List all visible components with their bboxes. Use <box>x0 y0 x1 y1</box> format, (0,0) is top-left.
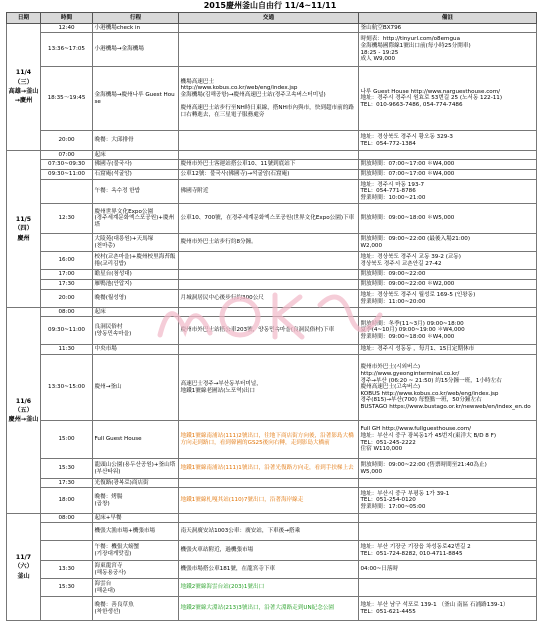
transport-cell: 機張市場搭公車181號，在龍宮寺下車 <box>179 561 359 579</box>
transport-text: 地鐵2號線海雲台站(203)1號出口 <box>180 584 265 591</box>
notes-cell: 地址：경상북도 경주시 교동 39-2 (교동) 경상북도 경주시 교촌안길 27-42 <box>359 252 537 270</box>
transport-cell: 慶州市外巴士站步行約8分鐘。 <box>179 234 359 252</box>
itinerary-cell: 晚餐：善良草魚 (착한생선) <box>93 597 179 621</box>
table-row <box>7 180 537 204</box>
itinerary-cell: 午餐：옥수정 한밥 <box>93 180 179 204</box>
transport-cell <box>179 597 359 621</box>
itinerary-cell: 海東龍宮寺 (해동용궁사) <box>93 561 179 579</box>
day-cell: 11/5（四） 慶州 <box>7 151 41 308</box>
transport-cell: 月城洞居民中心後步行約300公尺 <box>179 290 359 308</box>
table-row <box>7 24 537 33</box>
header-row <box>7 13 537 24</box>
itinerary-cell: 大陵苑(대릉원)+天馬塚 (천마총) <box>93 234 179 252</box>
transport-cell: 慶州市外巴士客運站搭公車10、11號到底站下 <box>179 160 359 170</box>
time-cell: 07:30~09:30 <box>41 160 93 170</box>
itinerary-cell: 起床+早餐 <box>93 514 179 523</box>
time-cell: 13:30~15:00 <box>41 355 93 421</box>
notes-cell <box>359 479 537 488</box>
transport-cell <box>179 459 359 479</box>
table-row <box>7 523 537 541</box>
notes-cell: 開放時間：冬季(11~3月) 09:00~18:00 夏季(4~10月) 09:00~19:00 ＊W4,000 營業時間：09:00~18:00 ＊W4,000 <box>359 317 537 345</box>
table-row <box>7 234 537 252</box>
transport-text: 地鐵1號線札嘎其站(110)7號出口，沿著海岸線走 <box>180 497 304 504</box>
notes-cell <box>359 523 537 541</box>
itinerary-cell: 雁鴨池(안압지) <box>93 280 179 290</box>
time-cell: 16:00 <box>41 252 93 270</box>
time-cell: 15:00 <box>41 421 93 459</box>
table-row <box>7 514 537 523</box>
table-row <box>7 355 537 421</box>
time-cell <box>41 234 93 252</box>
time-cell <box>41 180 93 204</box>
transport-cell <box>179 579 359 597</box>
transport-cell <box>179 151 359 160</box>
notes-cell: Full GH http://www.fullguesthouse.com/ 地址：부산시 중구 광복동1가 45번지(東洋大 B/D 8 F) TEL：051-245-2222 住宿 W110,000 <box>359 421 537 459</box>
table-row <box>7 561 537 579</box>
notes-cell <box>359 308 537 317</box>
notes-cell: 開放時間：09:00~18:00 ＊W5,000 <box>359 204 537 234</box>
transport-cell: 機場高速巴士 http://www.kobus.co.kr/web/eng/index.jsp 金海機場(김해공항)→慶州高速巴士站(경주고속버스터미널) 慶州高速巴士站步行至NH時日東線，搭NH市內與市，快到超市前的路口右轉進去，在三星電子服務處旁 <box>179 67 359 131</box>
time-cell: 17:00 <box>41 270 93 280</box>
transport-text: 地鐵2號線大淵站(213)3號出口，沿著大淵路走到UN紀念公園 <box>180 605 335 612</box>
transport-cell <box>179 479 359 488</box>
itinerary-cell: 光復路(광복로)商店街 <box>93 479 179 488</box>
table-row <box>7 170 537 180</box>
time-cell: 18:00 <box>41 488 93 514</box>
table-row <box>7 459 537 479</box>
table-row <box>7 597 537 621</box>
notes-cell: 地址：경주시 마동 193-7 TEL：054-771-8786 營業時間：10:00~21:00 <box>359 180 537 204</box>
itinerary-cell: 起床 <box>93 308 179 317</box>
day-cell: 11/6（五） 慶州→釜山 <box>7 308 41 514</box>
itinerary-cell: 良洞民俗村 (양동민속마을) <box>93 317 179 345</box>
itinerary-table <box>6 12 537 621</box>
transport-cell <box>179 488 359 514</box>
notes-cell: 地址：부산 남구 석포로 139-1 （釜山 南區 石浦路139-1） TEL：051-621-4455 <box>359 597 537 621</box>
itinerary-cell: 小港機場→金海機場 <box>93 33 179 67</box>
itinerary-cell: 晚餐：大邱排骨 <box>93 131 179 151</box>
notes-cell <box>359 579 537 597</box>
itinerary-cell: 小港機場check in <box>93 24 179 33</box>
notes-cell: 開放時間：09:00~22:00 ＊W2,000 <box>359 280 537 290</box>
notes-cell: 地址：경상북도 경주시 월성로 169-5 (인왕동) 營業時間：11:00~20:00 <box>359 290 537 308</box>
time-cell: 11:30 <box>41 345 93 355</box>
header-notes: 備註 <box>359 13 537 24</box>
transport-cell <box>179 421 359 459</box>
time-cell: 09:30~11:00 <box>41 170 93 180</box>
table-row <box>7 151 537 160</box>
notes-cell: 開放時間：09:00~22:00 <box>359 270 537 280</box>
transport-text: 地鐵1號線南浦站(111)1號出口，沿著光復路方向走，看到手扶梯上去 <box>180 465 354 472</box>
transport-cell <box>179 270 359 280</box>
transport-cell <box>179 345 359 355</box>
table-row <box>7 131 537 151</box>
table-row <box>7 280 537 290</box>
time-cell: 18:35～19:45 <box>41 67 93 131</box>
time-cell <box>41 597 93 621</box>
transport-cell: 南天洞廣安站1003公車：廣安站，下車後→搭乘 <box>179 523 359 541</box>
notes-cell: 04:00~日落時 <box>359 561 537 579</box>
table-row <box>7 421 537 459</box>
notes-cell <box>359 151 537 160</box>
table-row <box>7 345 537 355</box>
itinerary-cell: 晚餐：烤腸 (곱창) <box>93 488 179 514</box>
itinerary-cell: Full Guest House <box>93 421 179 459</box>
itinerary-cell: 午餐：機張大螃蟹 (기장대게맛집) <box>93 541 179 561</box>
time-cell <box>41 523 93 541</box>
time-cell: 20:00 <box>41 290 93 308</box>
notes-cell <box>359 514 537 523</box>
notes-cell: 地址：경주시 성동동 ，每月1、15日定期休市 <box>359 345 537 355</box>
table-row <box>7 317 537 345</box>
table-row <box>7 488 537 514</box>
time-cell <box>41 541 93 561</box>
day-cell: 11/7（六） 釜山 <box>7 514 41 621</box>
notes-cell: 釜山航空BX796 <box>359 24 537 33</box>
notes-cell: 開放時間：09:00~22:00 (最後入場21:00) W2,000 <box>359 234 537 252</box>
time-cell: 13:30 <box>41 561 93 579</box>
transport-cell <box>179 33 359 67</box>
time-cell: 12:40 <box>41 24 93 33</box>
table-row <box>7 67 537 131</box>
itinerary-cell: 金海機場→慶州나루 Guest House <box>93 67 179 131</box>
notes-cell: 開放時間：07:00~17:00 ＊W4,000 <box>359 160 537 170</box>
itinerary-cell: 中央市場 <box>93 345 179 355</box>
transport-cell: 公車10、700號，在경주세계문화엑스포공원(世界文化Expo公園)下車 <box>179 204 359 234</box>
time-cell: 08:00 <box>41 514 93 523</box>
itinerary-cell: 慶州世界文化Expo公園 (경주세계문화엑스포공원)+慶州塔 <box>93 204 179 234</box>
page-title: 2015慶州釜山自由行 11/4~11/11 <box>203 1 337 10</box>
itinerary-cell: 晚餐(월성영) <box>93 290 179 308</box>
table-row <box>7 308 537 317</box>
itinerary-cell: 海雲台 (해운대) <box>93 579 179 597</box>
transport-cell <box>179 24 359 33</box>
itinerary-cell: 佛國寺(불국사) <box>93 160 179 170</box>
table-row <box>7 579 537 597</box>
transport-cell: 機張火車站附近，過機張市場 <box>179 541 359 561</box>
itinerary-cell: 石窟庵(석굴암) <box>93 170 179 180</box>
transport-cell <box>179 131 359 151</box>
itinerary-cell: 慶州→釜山 <box>93 355 179 421</box>
transport-cell: 慶州市外巴士站搭公車203號，양동민속마을(良洞民俗村)下車 <box>179 317 359 345</box>
notes-cell: 慶州市外巴士(시외버스) http://www.gyeonginterminal.co.kr/ 경주→부산 (06:20 ~ 21:50) 約15分鐘一班，1小時左右 慶州高速巴士(고속버스) KOBUS http://www.kobus.co.kr/web/eng/index.jsp 경주(815)→부산(700) 每整點一班，50分鐘左右 BUSTAGO https://www.bustago.or.kr/newweb/en/index_en.do <box>359 355 537 421</box>
table-row <box>7 290 537 308</box>
day-cell: 11/4（三） 高雄→釜山 →慶州 <box>7 24 41 151</box>
time-cell: 09:30~11:00 <box>41 317 93 345</box>
table-row <box>7 204 537 234</box>
time-cell: 08:00 <box>41 308 93 317</box>
table-row <box>7 33 537 67</box>
time-cell: 17:30 <box>41 479 93 488</box>
itinerary-cell: 機張大漁市場+機張市場 <box>93 523 179 541</box>
itinerary-cell: 龍頭山公園(용두산공원)+釜山塔(부산타워) <box>93 459 179 479</box>
time-cell: 12:30 <box>41 204 93 234</box>
transport-cell: 佛國寺附近 <box>179 180 359 204</box>
itinerary-cell: 起床 <box>93 151 179 160</box>
notes-cell: 地址：경상북도 경주시 황오동 329-3 TEL：054-772-1384 <box>359 131 537 151</box>
notes-cell: 開放時間：07:00~17:00 ＊W4,000 <box>359 170 537 180</box>
time-cell: 07:00 <box>41 151 93 160</box>
time-cell: 17:30 <box>41 280 93 290</box>
header-time: 時間 <box>41 13 93 24</box>
notes-cell: 地址：부산 기장군 기장읍 차성동로42번길 2 TEL：051-724-8282, 010-4711-8845 <box>359 541 537 561</box>
notes-cell: 地址：부산시 중구 부평동 1가 39-1 TEL：051-254-0120 營業時間：17:00~05:00 <box>359 488 537 514</box>
transport-cell: 高速巴士경주→부산동부터미널， 地鐵1號線老圃站(노포역)出口 <box>179 355 359 421</box>
time-cell: 20:00 <box>41 131 93 151</box>
transport-cell <box>179 280 359 290</box>
transport-cell <box>179 252 359 270</box>
transport-text: 地鐵1號線南浦站(111)2號出口，往地下商店街方向後，沿著影島大橋方向走到路口，看到韓國的GS25後向右轉，走到影島大橋前 <box>180 432 354 446</box>
time-cell: 15:30 <box>41 459 93 479</box>
header-transport: 交通 <box>179 13 359 24</box>
time-cell: 13:36~17:05 <box>41 33 93 67</box>
notes-cell: 開放時間：09:00~22:00 (售票時間至21:40為止) W5,000 <box>359 459 537 479</box>
transport-cell <box>179 514 359 523</box>
notes-cell: 나루 Guest House http://www.narguesthouse.com/ 地址：경주시 경주시 원효로 53번길 25 (노서동 122-11) TEL：010-9663-7486, 054-774-7486 <box>359 67 537 131</box>
table-row <box>7 160 537 170</box>
itinerary-cell: 瞻星台(첨성대) <box>93 270 179 280</box>
header-itinerary: 行程 <box>93 13 179 24</box>
table-row <box>7 252 537 270</box>
table-row <box>7 270 537 280</box>
notes-cell: 時刻表：http://tinyurl.com/o8emgua 金海機場國際線1號出口前(每小時25分開車) 18:25 - 19:25 成人 W9,000 <box>359 33 537 67</box>
itinerary-cell: 校村(교촌마을)+慶州校里海苔飯捲(교리김밥) <box>93 252 179 270</box>
transport-cell <box>179 308 359 317</box>
transport-cell: 公車12號：불국사(佛國寺)→석굴암(石窟庵) <box>179 170 359 180</box>
table-row <box>7 541 537 561</box>
table-row <box>7 479 537 488</box>
header-date: 日期 <box>7 13 41 24</box>
time-cell: 15:30 <box>41 579 93 597</box>
